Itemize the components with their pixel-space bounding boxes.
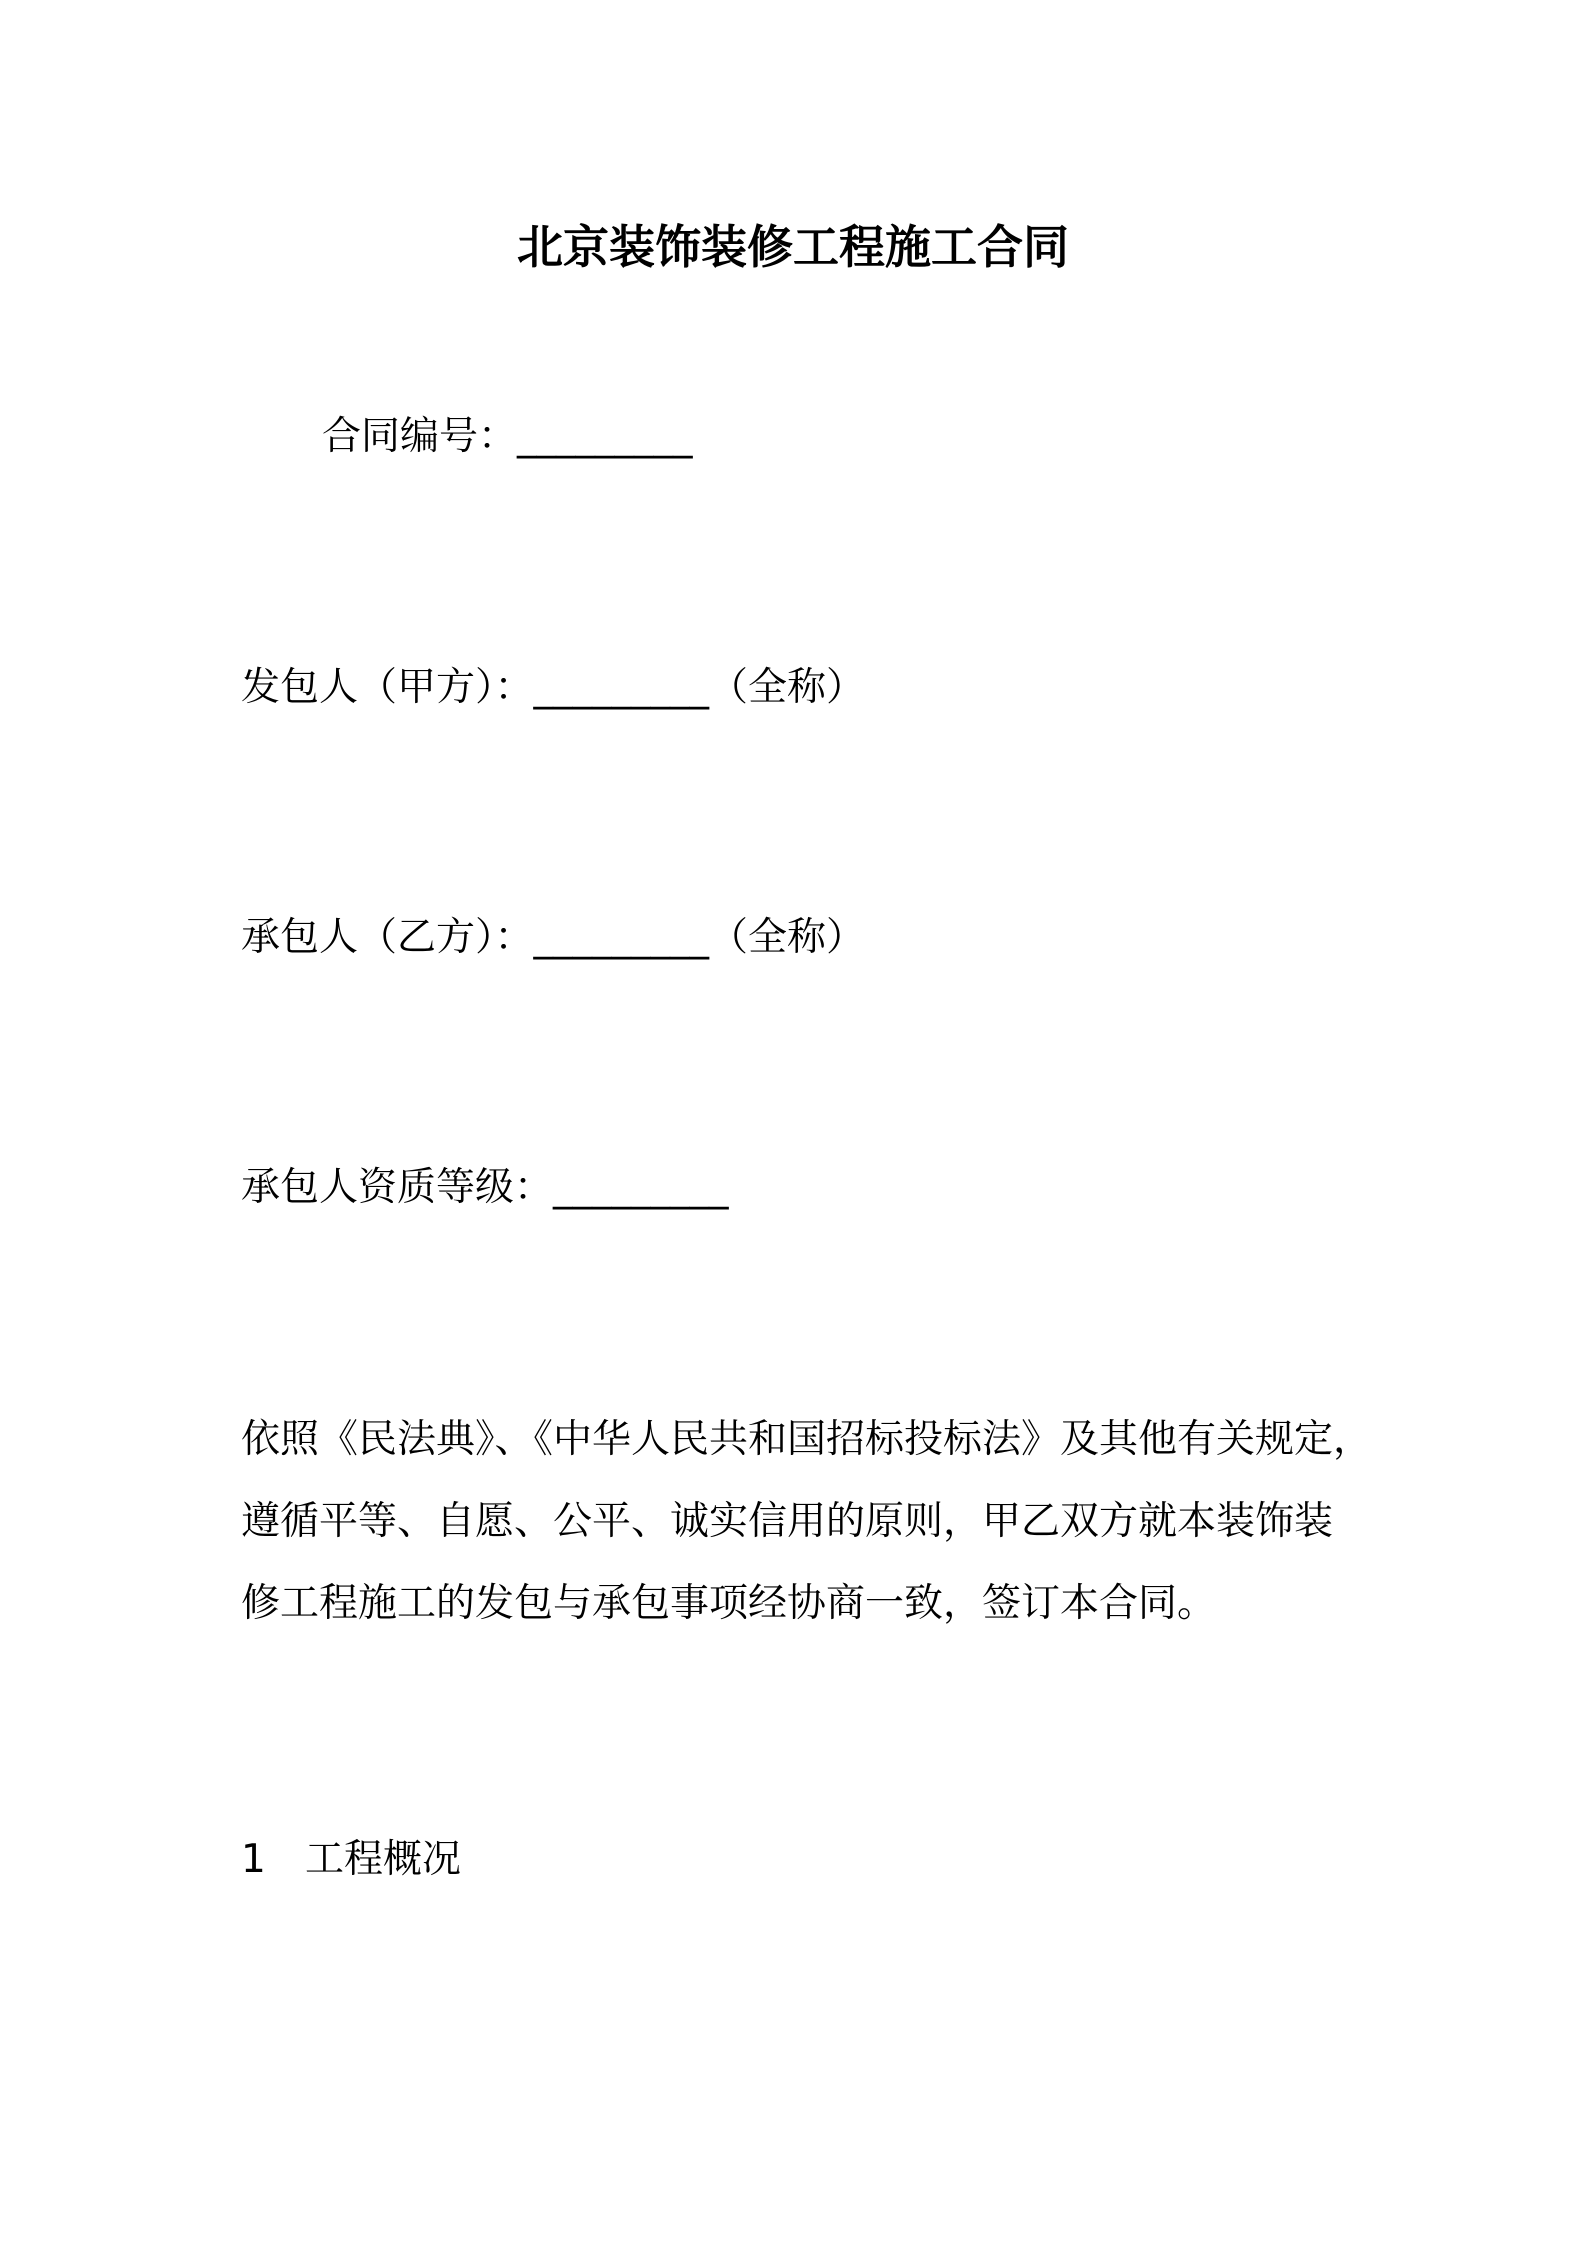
party-a-suffix: （全称）	[709, 665, 866, 710]
qualification-line	[241, 1158, 729, 1218]
party-b-label: 承包人（乙方）：	[241, 915, 534, 960]
preamble-line: 依照《民法典》、《中华人民共和国招标投标法》及其他有关规定，	[241, 1417, 1373, 1462]
party-b-suffix: （全称）	[709, 915, 866, 960]
party-a-line	[241, 658, 865, 718]
party-a-blank: _________	[533, 665, 710, 710]
contract-number-line	[322, 407, 693, 467]
preamble-line: 遵循平等、自愿、公平、诚实信用的原则，甲乙双方就本装饰装	[241, 1499, 1334, 1544]
contract-number-label: 合同编号：	[322, 414, 518, 459]
party-b-line	[241, 908, 865, 968]
preamble-paragraph	[241, 1410, 1371, 1656]
party-b-blank: _________	[533, 915, 710, 960]
document-title: 北京装饰装修工程施工合同	[517, 220, 1069, 274]
party-a-label: 发包人（甲方）：	[241, 665, 534, 710]
qualification-blank: _________	[553, 1165, 729, 1210]
qualification-label: 承包人资质等级：	[241, 1165, 554, 1210]
contract-number-blank: _________	[517, 414, 693, 459]
preamble-line: 修工程施工的发包与承包事项经协商一致，签订本合同。	[241, 1581, 1217, 1626]
section-number: 1	[241, 1837, 266, 1882]
section-title: 工程概况	[305, 1837, 462, 1882]
section-heading	[241, 1830, 461, 1890]
